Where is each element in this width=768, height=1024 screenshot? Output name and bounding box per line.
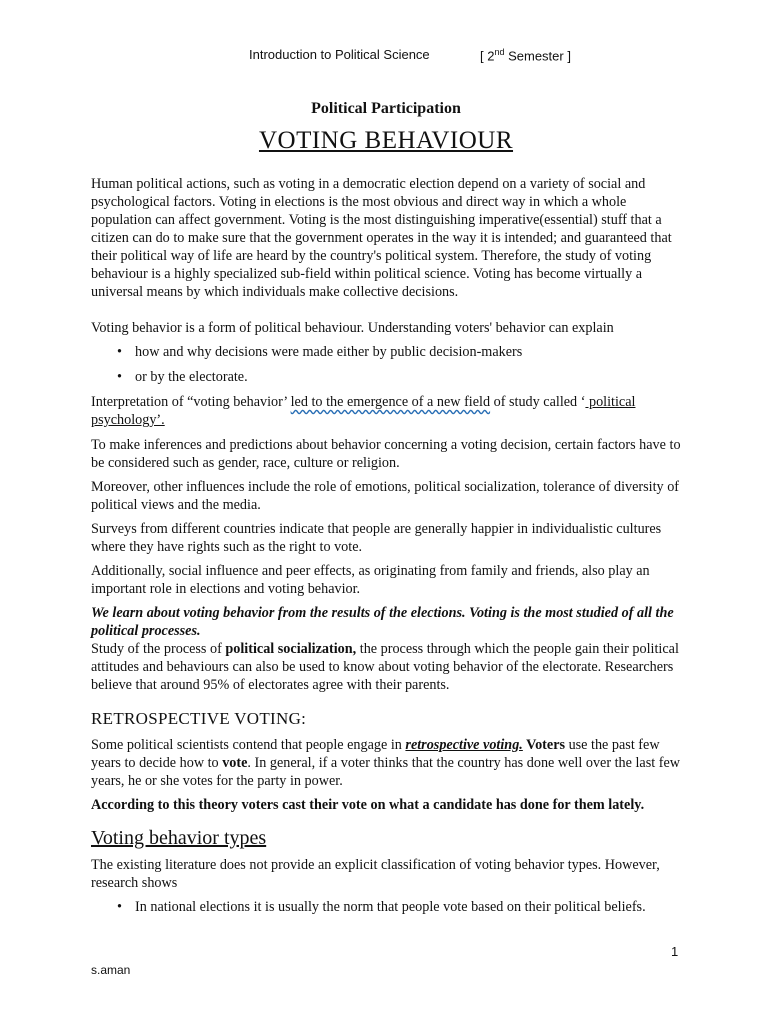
retro-before: Some political scientists contend that people engage in <box>91 737 406 753</box>
retro-after: . In general, if a voter thinks that the country has done well over the last few years, he or she votes for the party in power. <box>91 755 681 789</box>
intro-paragraph: Human political actions, such as voting in a democratic election depend on a variety of social and psychological factors. Voting in elections is the most obvious and direct way in which a whole population can affect government. Voting is the most distinguishing imperative(essential) stuff that a citizen can do to make sure that the government operates in the way it is intended; and guaranteed that their political way of life are heard by the country's political system. Therefore, the study of voting behaviour is a highly specialized sub-field within political science. Voting has become virtually a universal means by which individuals make collective decisions. <box>91 176 672 300</box>
interpretation-before: Interpretation of “voting behavior’ <box>91 394 291 410</box>
theory-statement: According to this theory voters cast their vote on what a candidate has done for them lately. <box>91 797 645 813</box>
semester-label <box>480 47 571 63</box>
document-title: VOTING BEHAVIOUR <box>258 127 514 154</box>
factors-paragraph: To make inferences and predictions about behavior concerning a voting decision, certain factors have to be considered such as gender, race, culture or religion. <box>91 437 681 471</box>
types-bullet-list <box>91 898 681 916</box>
author-footer: s.aman <box>91 963 131 977</box>
socialization-term: political socialization, <box>225 641 357 657</box>
retrospective-heading: RETROSPECTIVE VOTING: <box>91 709 307 728</box>
course-title: Introduction to Political Science <box>249 47 430 62</box>
socialization-before: Study of the process of <box>91 641 226 657</box>
page-number: 1 <box>671 944 679 959</box>
interpretation-paragraph <box>91 393 681 429</box>
socialization-after: the process through which the people gain their political attitudes and behaviours can also be used to know about voting behavior of the electorate. Researchers believe that around 95% of electorates agree with their parents. <box>91 641 679 693</box>
influences-paragraph: Moreover, other influences include the role of emotions, political socialization, tolerance of diversity of political views and the media. <box>91 479 680 513</box>
retrospective-term: retrospective voting. <box>405 737 523 753</box>
list-item: • how and why decisions were made either by public decision-makers <box>117 343 681 361</box>
types-intro: The existing literature does not provide an explicit classification of voting behavior types. However, research shows <box>91 857 660 891</box>
explain-bullet-list <box>91 343 681 386</box>
interpretation-after: of study called ‘ <box>490 394 586 410</box>
document-subtitle: Political Participation <box>311 100 461 117</box>
political-psychology-term: political psychology’. <box>91 394 636 428</box>
definition-paragraph: Voting behavior is a form of political behaviour. Understanding voters' behavior can explain <box>91 320 614 336</box>
socialization-paragraph <box>91 640 681 694</box>
social-influence-paragraph: Additionally, social influence and peer effects, as originating from family and friends, also play an important role in elections and voting behavior. <box>91 563 650 597</box>
semester-open: [ 2 <box>480 48 495 64</box>
list-item: • or by the electorate. <box>117 368 681 386</box>
emphasis-statement: We learn about voting behavior from the results of the elections. Voting is the most studied of all the political processes. <box>91 605 674 639</box>
types-heading: Voting behavior types <box>91 827 267 849</box>
retrospective-paragraph <box>91 736 681 790</box>
semester-close: Semester ] <box>504 48 571 64</box>
retro-vote: vote <box>222 755 248 771</box>
retro-mid: use the past few years to decide how to <box>91 737 660 771</box>
document-body <box>91 98 681 923</box>
list-item: • In national elections it is usually the norm that people vote based on their political beliefs. <box>117 898 681 916</box>
semester-sup: nd <box>494 47 505 57</box>
interpretation-flagged-phrase: led to the emergence of a new field <box>290 394 491 410</box>
retro-voters: Voters <box>522 737 566 753</box>
surveys-paragraph: Surveys from different countries indicate that people are generally happier in individualistic cultures where they have rights such as the right to vote. <box>91 521 662 555</box>
